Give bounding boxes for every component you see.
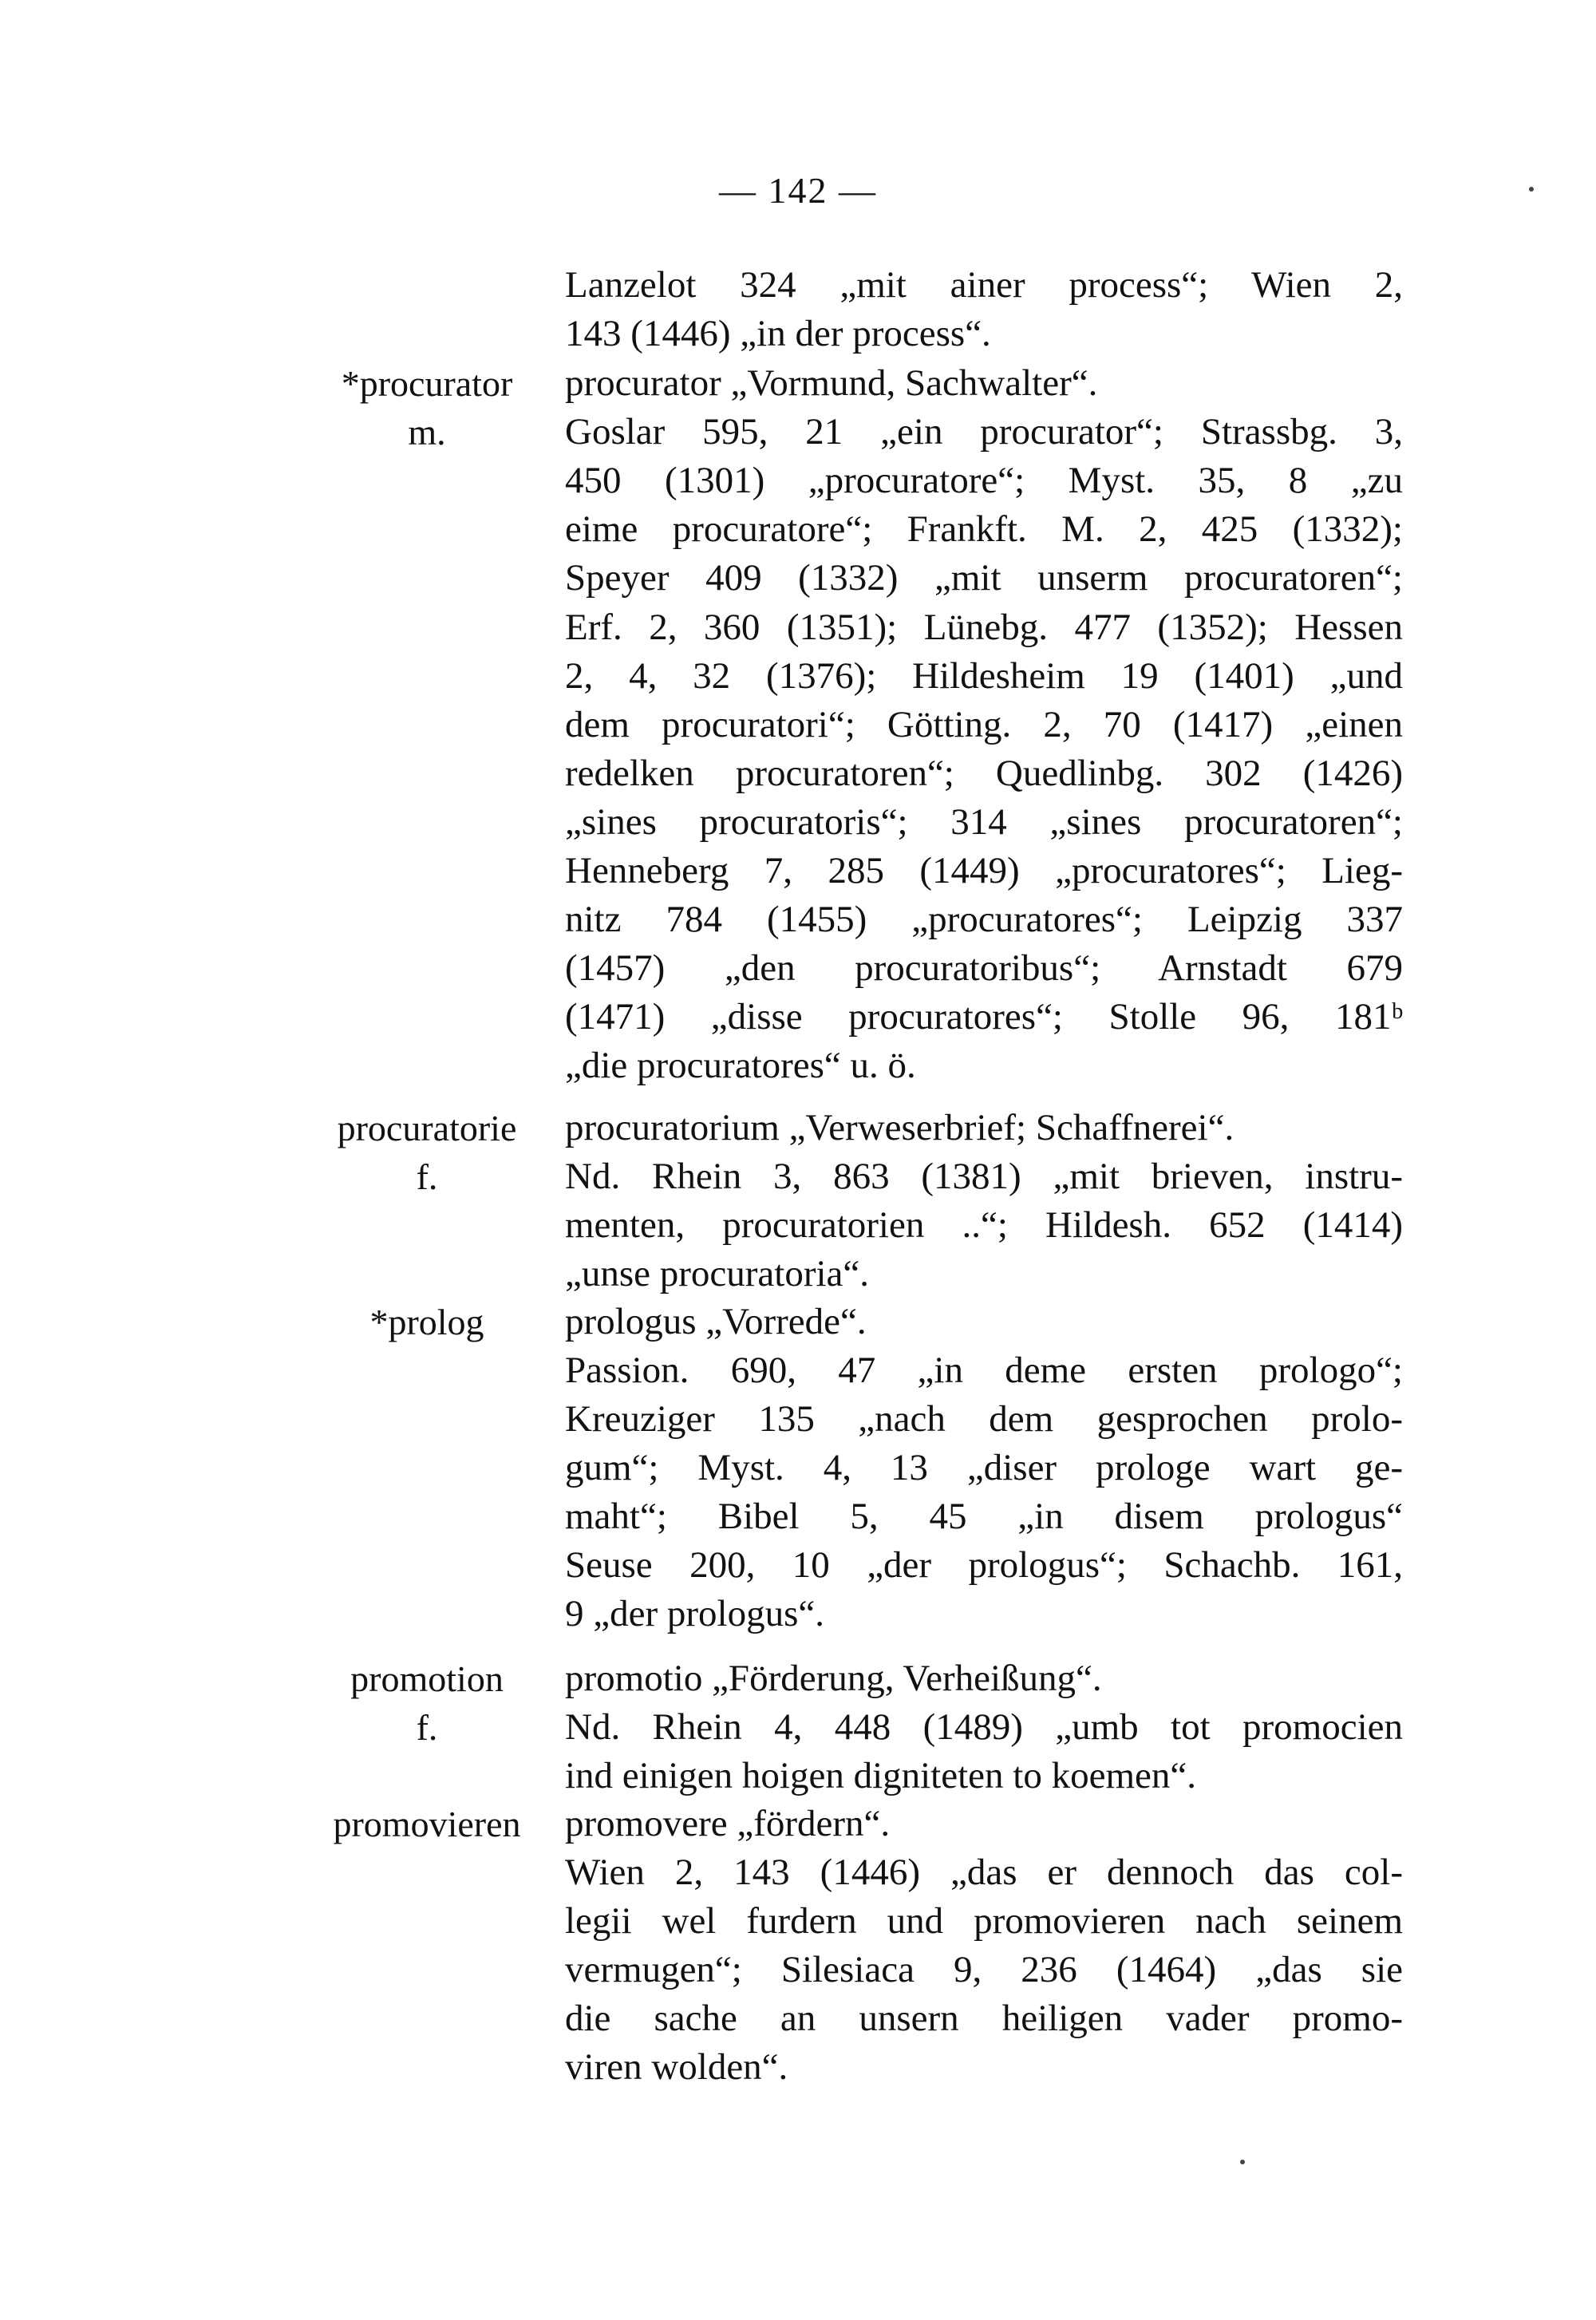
text-line: Wien 2, 143 (1446) „das er dennoch das col- — [565, 1852, 1403, 1893]
text-line: legii wel furdern und promovieren nach seinem — [565, 1900, 1403, 1942]
text-line: (1471) „disse procuratores“; Stolle 96, 181ᵇ — [565, 996, 1403, 1037]
text-line: „die procuratores“ u. ö. — [565, 1045, 916, 1086]
text-line: promotio „Förderung, Verheißung“. — [565, 1658, 1102, 1699]
text-line: redelken procuratoren“; Quedlinbg. 302 (1426) — [565, 753, 1403, 794]
headword-promovieren: promovieren — [333, 1804, 521, 1844]
headword-promotion: promotion — [350, 1658, 504, 1699]
text-line: procuratorium „Verweserbrief; Schaffnerei“. — [565, 1107, 1235, 1148]
text-line: eime procuratore“; Frankft. M. 2, 425 (1332); — [565, 508, 1403, 550]
text-line: nitz 784 (1455) „procuratores“; Leipzig 337 — [565, 899, 1403, 940]
text-line: „unse procuratoria“. — [565, 1253, 870, 1294]
text-line: Passion. 690, 47 „in deme ersten prologo“; — [565, 1350, 1403, 1391]
scan-speck — [1529, 187, 1534, 192]
headword-promotion-gender: f. — [416, 1707, 438, 1748]
headword-procurator: *procurator — [341, 363, 513, 404]
text-line: Nd. Rhein 4, 448 (1489) „umb tot promocien — [565, 1706, 1403, 1748]
text-line: „sines procuratoris“; 314 „sines procuratoren“; — [565, 801, 1403, 843]
text-line: Seuse 200, 10 „der prologus“; Schachb. 161, — [565, 1544, 1403, 1586]
text-line: Kreuziger 135 „nach dem gesprochen prolo- — [565, 1398, 1403, 1440]
text-line: 450 (1301) „procuratore“; Myst. 35, 8 „zu — [565, 460, 1403, 501]
text-line: 9 „der prologus“. — [565, 1593, 824, 1634]
text-line: gum“; Myst. 4, 13 „diser prologe wart ge- — [565, 1447, 1403, 1488]
text-line: menten, procuratorien ..“; Hildesh. 652 (1414) — [565, 1204, 1403, 1246]
text-line: vermugen“; Silesiaca 9, 236 (1464) „das sie — [565, 1949, 1403, 1990]
text-line: die sache an unsern heiligen vader promo- — [565, 1998, 1403, 2039]
scan-speck — [1240, 2160, 1245, 2164]
headword-procurator-gender: m. — [408, 412, 446, 453]
text-line: dem procuratori“; Götting. 2, 70 (1417) „einen — [565, 704, 1403, 745]
text-line: Nd. Rhein 3, 863 (1381) „mit brieven, instru- — [565, 1156, 1403, 1197]
text-line: prologus „Vorrede“. — [565, 1301, 867, 1342]
headword-procuratorie-gender: f. — [416, 1156, 438, 1197]
headword-procuratorie: procuratorie — [337, 1108, 517, 1148]
text-line: Lanzelot 324 „mit ainer process“; Wien 2, — [565, 264, 1403, 306]
text-line: promovere „fördern“. — [565, 1803, 891, 1844]
text-line: (1457) „den procuratoribus“; Arnstadt 679 — [565, 947, 1403, 989]
text-line: Henneberg 7, 285 (1449) „procuratores“; Lieg- — [565, 850, 1403, 891]
text-line: 2, 4, 32 (1376); Hildesheim 19 (1401) „und — [565, 655, 1403, 697]
text-line: 143 (1446) „in der process“. — [565, 313, 991, 354]
text-line: Erf. 2, 360 (1351); Lünebg. 477 (1352); Hessen — [565, 607, 1403, 648]
text-line: viren wolden“. — [565, 2046, 788, 2088]
page-number: — 142 — — [719, 170, 877, 211]
text-line: Goslar 595, 21 „ein procurator“; Strassbg. 3, — [565, 411, 1403, 453]
text-line: maht“; Bibel 5, 45 „in disem prologus“ — [565, 1496, 1403, 1537]
text-line: Speyer 409 (1332) „mit unserm procuratoren“; — [565, 557, 1403, 599]
text-line: ind einigen hoigen digniteten to koemen“. — [565, 1755, 1196, 1796]
text-line: procurator „Vormund, Sachwalter“. — [565, 362, 1098, 404]
headword-prolog: *prolog — [369, 1302, 484, 1342]
